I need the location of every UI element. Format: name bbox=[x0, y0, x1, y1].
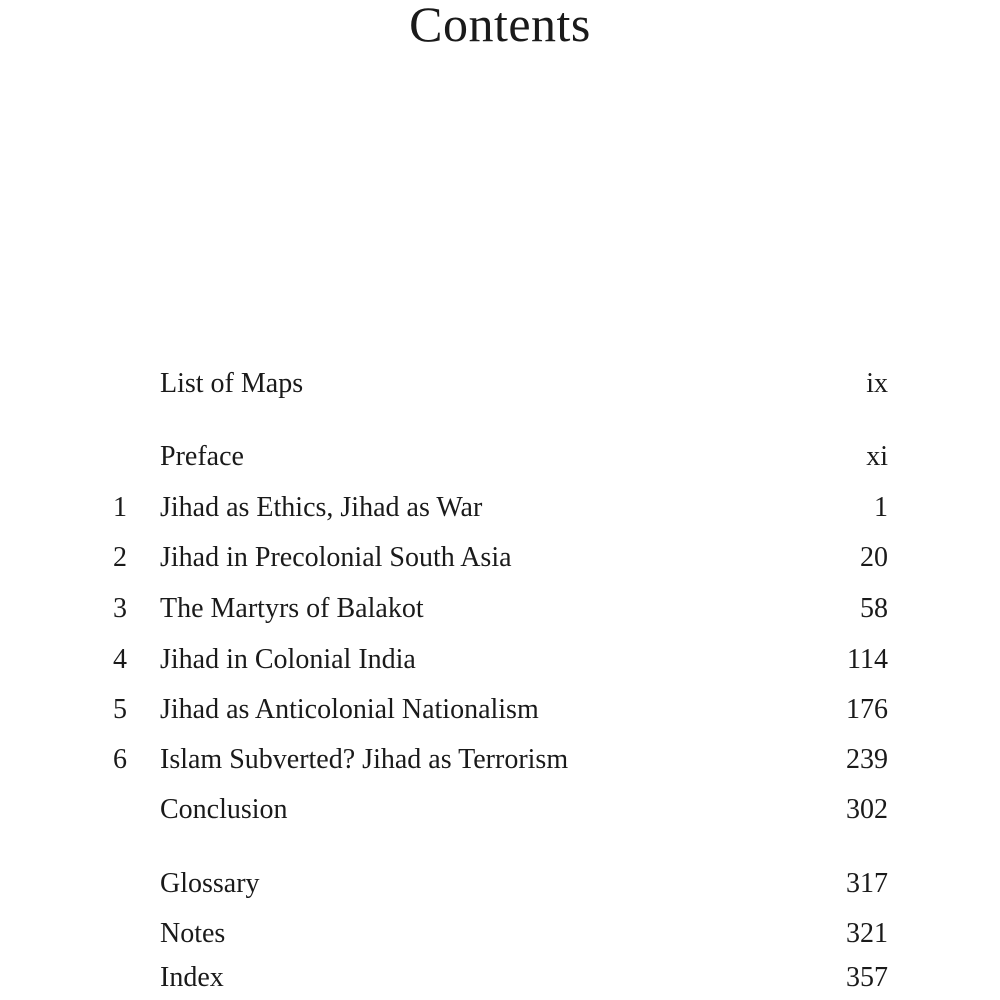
toc-entry-conclusion bbox=[0, 790, 1000, 830]
toc-entry-index bbox=[0, 958, 1000, 998]
toc-entry-page: 176 bbox=[846, 694, 888, 725]
toc-entry-page: 58 bbox=[860, 593, 888, 624]
toc-entry-title: Glossary bbox=[160, 868, 260, 899]
toc-entry-title: Index bbox=[160, 962, 224, 993]
toc-entry-title: Preface bbox=[160, 441, 244, 472]
toc-entry-chapter-3 bbox=[0, 589, 1000, 629]
toc-entry-preface bbox=[0, 437, 1000, 477]
toc-entry-page: xi bbox=[866, 441, 888, 472]
toc-entry-number: 1 bbox=[113, 492, 127, 523]
toc-entry-number: 2 bbox=[113, 542, 127, 573]
toc-entry-title: List of Maps bbox=[160, 368, 304, 399]
toc-entry-page: 302 bbox=[846, 794, 888, 825]
toc-entry-number: 3 bbox=[113, 593, 127, 624]
toc-entry-page: 20 bbox=[860, 542, 888, 573]
toc-entry-title: Jihad as Ethics, Jihad as War bbox=[160, 492, 483, 523]
toc-entry-page: 239 bbox=[846, 744, 888, 775]
toc-entry-chapter-4 bbox=[0, 640, 1000, 680]
toc-entry-page: 321 bbox=[846, 918, 888, 949]
toc-entry-chapter-5 bbox=[0, 690, 1000, 730]
toc-entry-page: ix bbox=[866, 368, 888, 399]
toc-entry-chapter-2 bbox=[0, 538, 1000, 578]
toc-entry-page: 317 bbox=[846, 868, 888, 899]
toc-entry-title: Notes bbox=[160, 918, 226, 949]
toc-entry-chapter-1 bbox=[0, 488, 1000, 528]
toc-entry-page: 1 bbox=[874, 492, 888, 523]
toc-entry-page: 357 bbox=[846, 962, 888, 993]
toc-entry-number: 6 bbox=[113, 744, 127, 775]
toc-entry-number: 4 bbox=[113, 644, 127, 675]
toc-entry-title: Jihad in Colonial India bbox=[160, 644, 416, 675]
toc-entry-number: 5 bbox=[113, 694, 127, 725]
toc-entry-title: Jihad in Precolonial South Asia bbox=[160, 542, 512, 573]
toc-entry-glossary bbox=[0, 864, 1000, 904]
toc-entry-title: Islam Subverted? Jihad as Terrorism bbox=[160, 744, 569, 775]
toc-entry-notes bbox=[0, 914, 1000, 954]
toc-entry-list-of-maps bbox=[0, 364, 1000, 404]
page-title: Contents bbox=[409, 0, 591, 52]
toc-entry-title: Jihad as Anticolonial Nationalism bbox=[160, 694, 539, 725]
toc-entry-chapter-6 bbox=[0, 740, 1000, 780]
toc-entry-title: Conclusion bbox=[160, 794, 288, 825]
toc-entry-page: 114 bbox=[847, 644, 888, 675]
toc-entry-title: The Martyrs of Balakot bbox=[160, 593, 424, 624]
